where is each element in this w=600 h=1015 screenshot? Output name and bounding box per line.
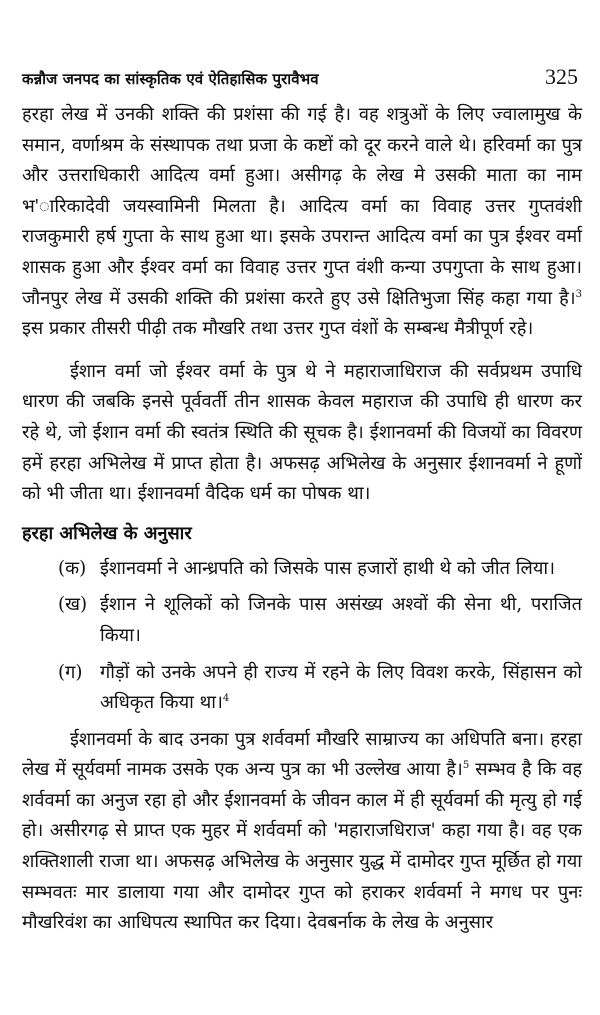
running-title: कन्नौज जनपद का सांस्कृतिक एवं ऐतिहासिक पुरावैभव [22,70,319,88]
footnote-ref-5: 5 [462,760,470,772]
list-item-text [100,554,582,585]
inscription-list [22,554,582,719]
running-header [22,64,578,90]
list-item [22,658,582,719]
page-body [22,100,582,939]
list-item [22,590,582,651]
list-item-text-body: गौड़ों को उनके अपने ही राज्य में रहने के लिए विवश करके, सिंहासन को अधिकृत किया था। [100,661,582,714]
list-item [22,554,582,585]
list-marker: (क) [58,557,87,579]
paragraph-3-tail: सम्भव है कि वह शर्ववर्मा का अनुज रहा हो और ईशानवर्मा के जीवन काल में ही सूर्यवर्मा की मृत्यु हो गई हो। असीरगढ़ से प्राप्त एक मुहर में शर्ववर्मा को 'महाराजधिराज' कहा गया है। वह एक शक्तिशाली राजा था। अफसढ़ अभिलेख के अनुसार युद्ध में दामोदर गुप्त मूर्छित हो गया सम्भवतः मार डालाया गया और दामोदर गुप्त को हराकर शर्ववर्मा ने मगध पर पुनः मौखरिवंश का आधिपत्य स्थापित कर दिया। देवबर्नाक के लेख के अनुसार [22,759,582,934]
paragraph-2 [22,357,582,510]
list-marker: (ख) [58,594,88,616]
paragraph-3-text: ईशानवर्मा के बाद उनका पुत्र शर्ववर्मा मौखरि साम्राज्य का अधिपति बना। हरहा लेख में सूर्यवर्मा नामक उसके एक अन्य पुत्र का भी उल्लेख आया है। [22,728,582,781]
paragraph-2-text: ईशान वर्मा जो ईश्वर वर्मा के पुत्र थे ने महाराजाधिराज की सर्वप्रथम उपाधि धारण की जबकि इनसे पूर्ववर्ती तीन शासक केवल महाराज की उपाधि ही धारण कर रहे थे, जो ईशान वर्मा की स्वतंत्र स्थिति की सूचक है। ईशानवर्मा की विजयों का विवरण हमें हरहा अभिलेख में प्राप्त होता है। अफसढ़ अभिलेख के अनुसार ईशानवर्मा ने हूणों को भी जीता था। ईशानवर्मा वैदिक धर्म का पोषक था। [22,360,582,505]
list-item-text [100,658,582,719]
spacer [22,345,582,357]
footnote-ref-4: 4 [222,693,230,705]
list-item-text-body: ईशानवर्मा ने आन्ध्रपति को जिसके पास हजारों हाथी थे को जीत लिया। [100,557,555,579]
list-marker: (ग) [58,661,83,683]
section-heading: हरहा अभिलेख के अनुसार [22,522,192,544]
page-number: 325 [545,64,578,89]
footnote-ref-3: 3 [575,288,582,300]
list-item-text-body: ईशान ने शूलिकों को जिनके पास असंख्य अश्वों की सेना थी, पराजित किया। [100,594,582,646]
paragraph-1-tail: इस प्रकार तीसरी पीढ़ी तक मौखरि तथा उत्तर गुप्त वंशों के सम्बन्ध मैत्रीपूर्ण रहे। [22,318,534,340]
list-item-text [100,590,582,651]
paragraph-1-text: हरहा लेख में उनकी शक्ति की प्रशंसा की गई है। वह शत्रुओं के लिए ज्वालामुख के समान, वर्णाश्रम के संस्थापक तथा प्रजा के कष्टों को दूर करने वाले थे। हरिवर्मा का पुत्र और उत्तराधिकारी आदित्य वर्मा हुआ। असीगढ़ के लेख मे उसकी माता का नाम भ'ारिकादेवी जयस्वामिनी मिलता है। आदित्य वर्मा का विवाह उत्तर गुप्तवंशी राजकुमारी हर्ष गुप्ता के साथ हुआ था। इसके उपरान्त आदित्य वर्मा का पुत्र ईश्वर वर्मा शासक हुआ और ईश्वर वर्मा का विवाह उत्तर गुप्त वंशी कन्या उपगुप्ता के साथ हुआ। जौनपुर लेख में उसकी शक्ति की प्रशंसा करते हुए उसे क्षितिभुजा सिंह कहा गया है। [22,104,582,309]
paragraph-3 [22,725,582,939]
paragraph-1 [22,100,582,345]
